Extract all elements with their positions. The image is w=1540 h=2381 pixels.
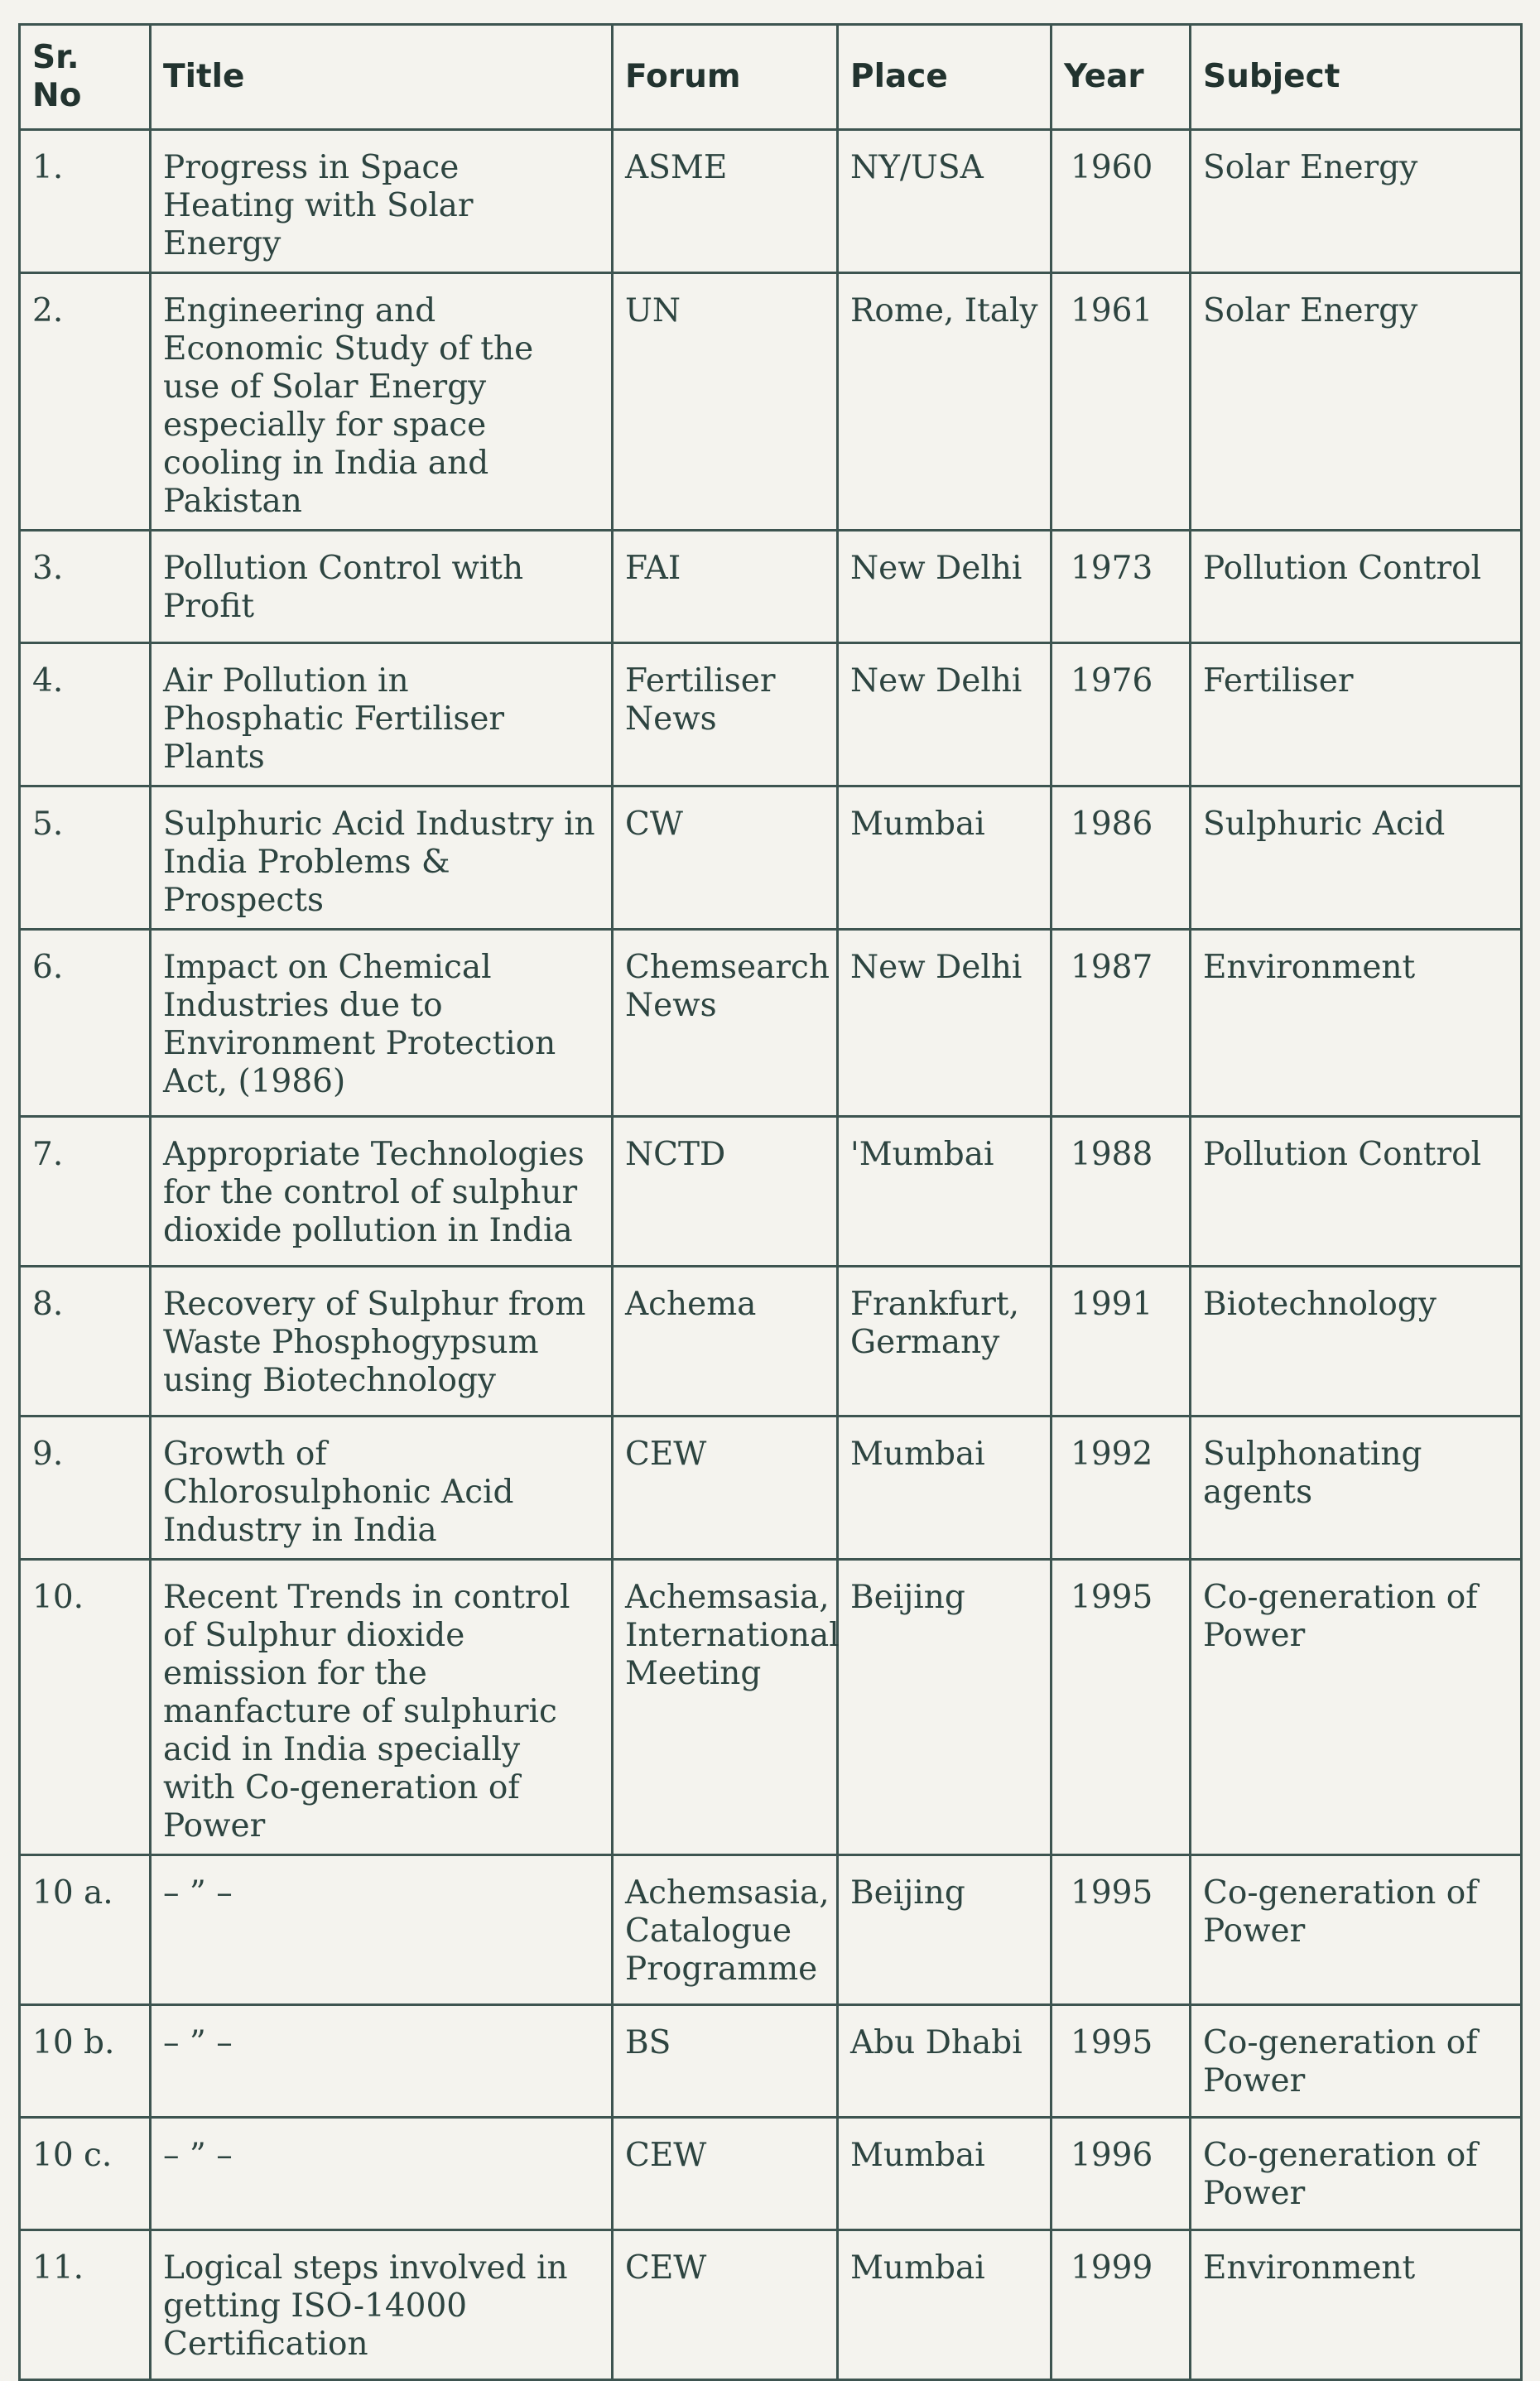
- header-place: Place: [838, 25, 1052, 130]
- title-cell: – ” –: [151, 1855, 613, 2005]
- title-cell: – ” –: [151, 2005, 613, 2118]
- sr-no-cell: 10 c.: [20, 2118, 151, 2230]
- forum-cell: CW: [613, 786, 838, 930]
- place-cell: NY/USA: [838, 130, 1052, 273]
- sr-no-cell: 11.: [20, 2230, 151, 2380]
- title-cell: Recent Trends in control of Sulphur dioxide emission for the manfacture of sulphuric acid in India specially with Co-generation of Power: [151, 1560, 613, 1855]
- forum-cell: Chemsearch News: [613, 930, 838, 1117]
- year-cell: 1973: [1052, 531, 1191, 643]
- place-cell: Beijing: [838, 1855, 1052, 2005]
- table-row: [20, 2230, 1522, 2380]
- year-cell: 1960: [1052, 130, 1191, 273]
- year-cell: 1988: [1052, 1117, 1191, 1267]
- subject-cell: Co-generation of Power: [1191, 2118, 1522, 2230]
- title-cell: Engineering and Economic Study of the use of Solar Energy especially for space cooling in India and Pakistan: [151, 273, 613, 531]
- header-row: [20, 25, 1522, 130]
- title-cell: Impact on Chemical Industries due to Environment Protection Act, (1986): [151, 930, 613, 1117]
- place-cell: Mumbai: [838, 2230, 1052, 2380]
- place-cell: Mumbai: [838, 2118, 1052, 2230]
- sr-no-cell: 4.: [20, 643, 151, 786]
- sr-no-cell: 1.: [20, 130, 151, 273]
- subject-cell: Environment: [1191, 2230, 1522, 2380]
- forum-cell: ASME: [613, 130, 838, 273]
- table-row: [20, 1267, 1522, 1417]
- year-cell: 1999: [1052, 2230, 1191, 2380]
- forum-cell: Achema: [613, 1267, 838, 1417]
- subject-cell: Pollution Control: [1191, 1117, 1522, 1267]
- title-cell: Appropriate Technologies for the control of sulphur dioxide pollution in India: [151, 1117, 613, 1267]
- sr-no-cell: 10.: [20, 1560, 151, 1855]
- sr-no-cell: 2.: [20, 273, 151, 531]
- title-cell: – ” –: [151, 2118, 613, 2230]
- forum-cell: CEW: [613, 2118, 838, 2230]
- forum-cell: FAI: [613, 531, 838, 643]
- subject-cell: Solar Energy: [1191, 273, 1522, 531]
- subject-cell: Co-generation of Power: [1191, 1855, 1522, 2005]
- sr-no-cell: 10 b.: [20, 2005, 151, 2118]
- table-row: [20, 130, 1522, 273]
- sr-no-cell: 8.: [20, 1267, 151, 1417]
- place-cell: 'Mumbai: [838, 1117, 1052, 1267]
- subject-cell: Sulphonating agents: [1191, 1417, 1522, 1560]
- title-cell: Logical steps involved in getting ISO-14000 Certification: [151, 2230, 613, 2380]
- place-cell: Mumbai: [838, 786, 1052, 930]
- forum-cell: BS: [613, 2005, 838, 2118]
- subject-cell: Biotechnology: [1191, 1267, 1522, 1417]
- title-cell: Progress in Space Heating with Solar Energy: [151, 130, 613, 273]
- year-cell: 1987: [1052, 930, 1191, 1117]
- forum-cell: NCTD: [613, 1117, 838, 1267]
- header-sr-no: Sr. No: [20, 25, 151, 130]
- place-cell: New Delhi: [838, 930, 1052, 1117]
- year-cell: 1991: [1052, 1267, 1191, 1417]
- header-title: Title: [151, 25, 613, 130]
- sr-no-cell: 6.: [20, 930, 151, 1117]
- table-row: [20, 1855, 1522, 2005]
- place-cell: Mumbai: [838, 1417, 1052, 1560]
- publications-table: [18, 23, 1523, 2381]
- forum-cell: Fertiliser News: [613, 643, 838, 786]
- forum-cell: CEW: [613, 1417, 838, 1560]
- year-cell: 1995: [1052, 1855, 1191, 2005]
- forum-cell: UN: [613, 273, 838, 531]
- subject-cell: Co-generation of Power: [1191, 1560, 1522, 1855]
- year-cell: 1992: [1052, 1417, 1191, 1560]
- title-cell: Recovery of Sulphur from Waste Phosphogypsum using Biotechnology: [151, 1267, 613, 1417]
- table-row: [20, 273, 1522, 531]
- subject-cell: Solar Energy: [1191, 130, 1522, 273]
- place-cell: New Delhi: [838, 531, 1052, 643]
- year-cell: 1961: [1052, 273, 1191, 531]
- place-cell: Beijing: [838, 1560, 1052, 1855]
- title-cell: Pollution Control with Profit: [151, 531, 613, 643]
- subject-cell: Environment: [1191, 930, 1522, 1117]
- table-row: [20, 2005, 1522, 2118]
- year-cell: 1986: [1052, 786, 1191, 930]
- year-cell: 1996: [1052, 2118, 1191, 2230]
- header-year: Year: [1052, 25, 1191, 130]
- sr-no-cell: 5.: [20, 786, 151, 930]
- forum-cell: CEW: [613, 2230, 838, 2380]
- table-body: [20, 130, 1522, 2380]
- place-cell: Abu Dhabi: [838, 2005, 1052, 2118]
- table-row: [20, 786, 1522, 930]
- year-cell: 1976: [1052, 643, 1191, 786]
- sr-no-cell: 7.: [20, 1117, 151, 1267]
- year-cell: 1995: [1052, 2005, 1191, 2118]
- table-row: [20, 1117, 1522, 1267]
- place-cell: Frankfurt, Germany: [838, 1267, 1052, 1417]
- sr-no-cell: 10 a.: [20, 1855, 151, 2005]
- table-row: [20, 531, 1522, 643]
- table-row: [20, 930, 1522, 1117]
- sr-no-cell: 3.: [20, 531, 151, 643]
- title-cell: Sulphuric Acid Industry in India Problems & Prospects: [151, 786, 613, 930]
- place-cell: Rome, Italy: [838, 273, 1052, 531]
- table-row: [20, 1417, 1522, 1560]
- subject-cell: Fertiliser: [1191, 643, 1522, 786]
- header-subject: Subject: [1191, 25, 1522, 130]
- table-row: [20, 2118, 1522, 2230]
- subject-cell: Pollution Control: [1191, 531, 1522, 643]
- subject-cell: Sulphuric Acid: [1191, 786, 1522, 930]
- title-cell: Air Pollution in Phosphatic Fertiliser Plants: [151, 643, 613, 786]
- forum-cell: Achemsasia, Catalogue Programme: [613, 1855, 838, 2005]
- subject-cell: Co-generation of Power: [1191, 2005, 1522, 2118]
- header-forum: Forum: [613, 25, 838, 130]
- table-row: [20, 1560, 1522, 1855]
- table-row: [20, 643, 1522, 786]
- title-cell: Growth of Chlorosulphonic Acid Industry in India: [151, 1417, 613, 1560]
- year-cell: 1995: [1052, 1560, 1191, 1855]
- sr-no-cell: 9.: [20, 1417, 151, 1560]
- place-cell: New Delhi: [838, 643, 1052, 786]
- forum-cell: Achemsasia, International Meeting: [613, 1560, 838, 1855]
